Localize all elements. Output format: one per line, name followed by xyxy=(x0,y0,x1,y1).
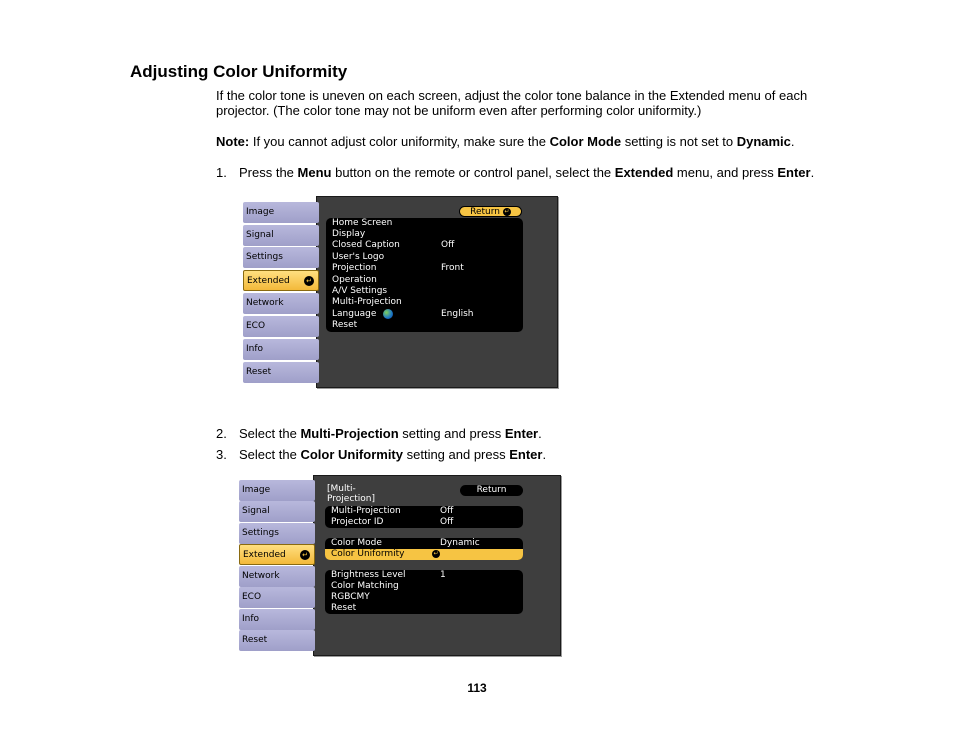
intro-line-1: If the color tone is uneven on each screen, adjust the color tone balance in the Extended menu of each xyxy=(216,88,808,103)
tab-settings[interactable]: Settings xyxy=(239,523,315,544)
enter-icon: ↵ xyxy=(433,550,439,557)
row-label: Brightness Level xyxy=(331,570,406,580)
enter-icon: ↵ xyxy=(304,276,314,286)
step-3-number: 3. xyxy=(216,447,227,462)
menu-row-operation[interactable] xyxy=(326,275,523,286)
row-label: Projector ID xyxy=(331,517,384,527)
step-text: button on the remote or control panel, select the xyxy=(331,165,615,180)
step-text: menu, and press xyxy=(673,165,778,180)
menu-row-brightness-level[interactable] xyxy=(325,570,523,581)
row-label: Closed Caption xyxy=(332,240,400,250)
step-3-text xyxy=(239,447,546,462)
menu-row-color-matching[interactable] xyxy=(325,581,523,592)
tab-image[interactable]: Image xyxy=(239,480,315,501)
step-bold: Enter xyxy=(777,165,811,180)
row-label: RGBCMY xyxy=(331,592,370,602)
page-number: 113 xyxy=(467,681,487,695)
menu-row-color-mode[interactable] xyxy=(325,538,523,549)
multi-projection-group-3 xyxy=(325,570,523,614)
step-text: Select the xyxy=(239,447,301,462)
multi-projection-group-1 xyxy=(325,506,523,528)
return-label: Return xyxy=(470,207,500,217)
step-text: setting and press xyxy=(403,447,510,462)
intro-paragraph xyxy=(216,88,826,118)
menu-row-language[interactable] xyxy=(326,309,523,320)
return-label: Return xyxy=(476,485,507,495)
row-value: Off xyxy=(440,517,454,527)
tab-info[interactable]: Info xyxy=(243,339,319,360)
tab-eco[interactable]: ECO xyxy=(239,587,315,608)
row-value: 1 xyxy=(440,570,446,580)
menu-row-multi-projection[interactable] xyxy=(326,297,523,308)
menu-row-rgbcmy[interactable] xyxy=(325,592,523,603)
return-button[interactable] xyxy=(459,206,522,217)
row-label: Home Screen xyxy=(332,218,393,228)
tab-network[interactable]: Network xyxy=(243,293,319,314)
row-label: Reset xyxy=(331,603,357,613)
row-label: Display xyxy=(332,229,366,239)
tab-extended[interactable] xyxy=(239,544,315,565)
step-bold: Multi-Projection xyxy=(300,426,399,441)
tab-extended[interactable] xyxy=(243,270,319,291)
tab-extended-label: Extended xyxy=(243,550,286,560)
row-label: Multi-Projection xyxy=(331,506,401,516)
menu-row-color-uniformity[interactable] xyxy=(325,549,523,560)
section-heading: Adjusting Color Uniformity xyxy=(130,62,348,81)
row-label: Color Matching xyxy=(331,581,399,591)
step-text: Select the xyxy=(239,426,301,441)
step-text: . xyxy=(542,447,547,462)
row-label: Color Mode xyxy=(331,538,382,548)
menu-row-reset[interactable] xyxy=(325,603,523,614)
tab-info[interactable]: Info xyxy=(239,609,315,630)
note-text: . xyxy=(790,134,795,149)
menu-row-home-screen[interactable] xyxy=(326,218,523,229)
step-bold: Enter xyxy=(509,447,543,462)
row-label: User's Logo xyxy=(332,252,385,262)
note-text: setting is not set to xyxy=(621,134,737,149)
row-label: Projection xyxy=(332,263,377,273)
tab-signal[interactable]: Signal xyxy=(239,501,315,522)
row-value: Dynamic xyxy=(440,538,480,548)
enter-icon: ↵ xyxy=(300,550,310,560)
tab-reset[interactable]: Reset xyxy=(239,630,315,651)
note-bold-dynamic: Dynamic xyxy=(736,134,791,149)
row-label: A/V Settings xyxy=(332,286,388,296)
return-button[interactable] xyxy=(460,485,523,496)
menu-row-display[interactable] xyxy=(326,229,523,240)
step-text: setting and press xyxy=(398,426,505,441)
row-value: Front xyxy=(441,263,464,273)
tab-settings[interactable]: Settings xyxy=(243,247,319,268)
multi-projection-group-2 xyxy=(325,538,523,560)
row-label: Multi-Projection xyxy=(332,297,402,307)
tab-eco[interactable]: ECO xyxy=(243,316,319,337)
tab-network[interactable]: Network xyxy=(239,566,315,587)
note-paragraph xyxy=(216,134,826,149)
step-text: . xyxy=(810,165,815,180)
extended-options-list xyxy=(326,218,523,332)
step-bold: Enter xyxy=(504,426,539,441)
enter-icon: ↵ xyxy=(504,207,510,215)
globe-icon xyxy=(383,309,393,319)
step-2-number: 2. xyxy=(216,426,227,441)
menu-row-projection[interactable] xyxy=(326,263,523,274)
note-bold-color-mode: Color Mode xyxy=(549,134,622,149)
row-label: Operation xyxy=(332,275,377,285)
menu-row-av-settings[interactable] xyxy=(326,286,523,297)
menu-row-users-logo[interactable] xyxy=(326,252,523,263)
row-value: Off xyxy=(441,240,455,250)
step-1-text xyxy=(239,165,814,180)
menu-row-multi-projection[interactable] xyxy=(325,506,523,517)
row-label: Color Uniformity xyxy=(331,549,405,559)
step-text: . xyxy=(538,426,542,441)
tab-reset[interactable]: Reset xyxy=(243,362,319,383)
tab-extended-label: Extended xyxy=(247,276,290,286)
tab-signal[interactable]: Signal xyxy=(243,225,319,246)
breadcrumb: [Multi-Projection] xyxy=(327,484,376,504)
step-2-text xyxy=(239,426,542,441)
step-bold: Color Uniformity xyxy=(300,447,403,462)
row-label: Language xyxy=(332,309,377,319)
row-value: Off xyxy=(440,506,454,516)
menu-row-closed-caption[interactable] xyxy=(326,240,523,251)
note-label: Note: xyxy=(216,134,250,149)
intro-line-2: projector. (The color tone may not be uniform even after performing color uniformity.) xyxy=(216,103,702,118)
row-label: Reset xyxy=(332,320,358,330)
step-bold: Extended xyxy=(614,165,674,180)
menu-row-projector-id[interactable] xyxy=(325,517,523,528)
menu-row-reset[interactable] xyxy=(326,320,523,331)
step-bold: Menu xyxy=(297,165,332,180)
step-1-number: 1. xyxy=(216,165,227,180)
step-text: Press the xyxy=(239,165,298,180)
note-text: If you cannot adjust color uniformity, make sure the xyxy=(249,134,550,149)
row-value: English xyxy=(441,309,474,319)
tab-image[interactable]: Image xyxy=(243,202,319,223)
